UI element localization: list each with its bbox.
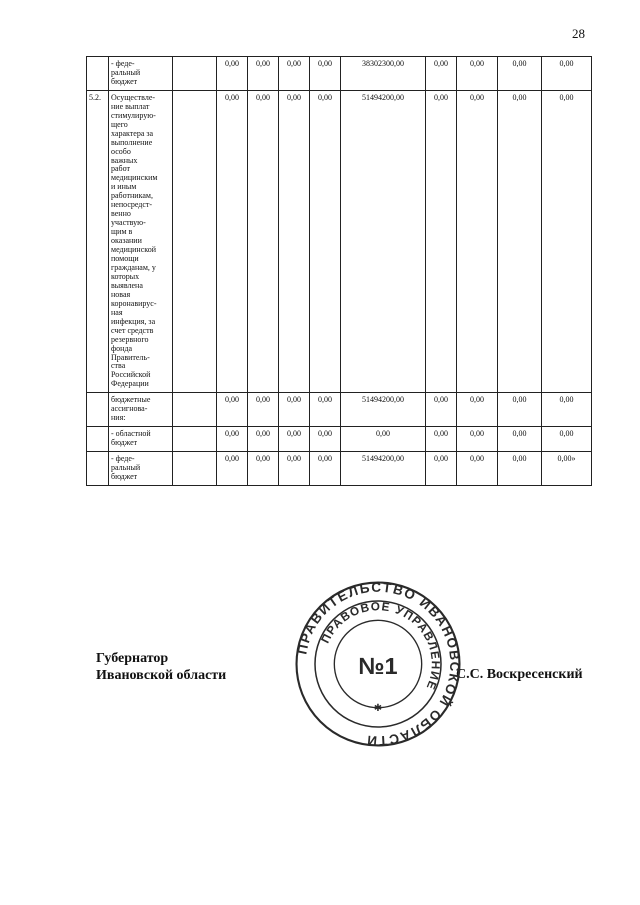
value-cell: 0,00: [426, 452, 457, 486]
value-cell: 38302300,00: [341, 57, 426, 91]
value-cell: 0,00: [457, 393, 498, 427]
value-cell: 0,00: [542, 427, 592, 452]
value-cell: 0,00: [542, 393, 592, 427]
value-cell: 51494200,00: [341, 90, 426, 392]
value-cell: 0,00: [279, 90, 310, 392]
value-cell: 0,00: [498, 57, 542, 91]
value-cell: 0,00: [279, 57, 310, 91]
value-cell: 0,00: [341, 427, 426, 452]
table-row: [87, 427, 592, 452]
value-cell: 0,00: [310, 90, 341, 392]
row-name: [109, 427, 173, 452]
page-number: 28: [572, 26, 585, 41]
seal-inner-text: ПРАВОВОЕ УПРАВЛЕНИЕ: [318, 600, 442, 693]
value-cell: 51494200,00: [341, 452, 426, 486]
value-cell: 0,00: [248, 90, 279, 392]
row-name-text: - областной бюджет: [111, 429, 151, 448]
seal-center-number: №1: [358, 653, 398, 680]
value-cell: 0,00: [248, 57, 279, 91]
value-cell: 0,00: [279, 393, 310, 427]
value-cell: 0,00: [310, 452, 341, 486]
row-name: [109, 90, 173, 392]
value-cell: 0,00: [248, 427, 279, 452]
value-cell: 0,00: [457, 427, 498, 452]
value-cell: 0,00: [217, 393, 248, 427]
value-cell: 0,00: [310, 393, 341, 427]
value-cell: 0,00: [457, 57, 498, 91]
table-row: [87, 393, 592, 427]
value-cell: [173, 57, 217, 91]
signature-title-line2: Ивановской области: [96, 667, 227, 683]
row-number: [87, 393, 109, 427]
official-seal: [294, 580, 462, 748]
value-cell: 0,00: [279, 452, 310, 486]
value-cell: 0,00: [498, 452, 542, 486]
row-name: [109, 57, 173, 91]
value-cell: 0,00: [310, 427, 341, 452]
signature-title: [96, 651, 226, 685]
row-number: [87, 427, 109, 452]
value-cell: [173, 452, 217, 486]
value-cell: [173, 427, 217, 452]
value-cell: 0,00: [279, 427, 310, 452]
seal-outer-text: ПРАВИТЕЛЬСТВО ИВАНОВСКОЙ ОБЛАСТИ: [294, 580, 462, 748]
value-cell: 0,00: [426, 57, 457, 91]
row-name-text: бюджетные ассигнова- ния:: [111, 395, 151, 423]
value-cell: 0,00: [498, 427, 542, 452]
value-cell: 0,00: [457, 90, 498, 392]
value-cell: 0,00: [457, 452, 498, 486]
signatory-name: С.С. Воскресенский: [456, 667, 583, 682]
row-name: [109, 393, 173, 427]
row-name: [109, 452, 173, 486]
row-number: [87, 57, 109, 91]
value-cell: 0,00: [498, 90, 542, 392]
row-name-text: Осуществле- ние выплат стимулирую- щего характера за выполнение особо важных работ медицинским и иным работникам, непосредст- венно участвую- щим в оказании медицинской помощи гражданам, у которых выявлена новая коронавирус- ная инфекция, за счет средств резервного фонда Правитель- ства Российской Федерации: [111, 92, 158, 389]
value-cell: 0,00: [217, 90, 248, 392]
seal-star-icon: ✱: [373, 703, 383, 715]
value-cell: 0,00: [217, 427, 248, 452]
budget-table: [86, 56, 592, 486]
signature-title-line1: Губернатор: [96, 651, 169, 666]
value-cell: 0,00: [217, 57, 248, 91]
row-name-text: - феде- ральный бюджет: [111, 59, 141, 86]
value-cell: 0,00: [217, 452, 248, 486]
value-cell: 0,00: [498, 393, 542, 427]
value-cell: 0,00»: [542, 452, 592, 486]
value-cell: 0,00: [426, 393, 457, 427]
value-cell: 0,00: [310, 57, 341, 91]
row-number: [87, 452, 109, 486]
value-cell: 0,00: [248, 452, 279, 486]
row-name-text: - феде- ральный бюджет: [111, 454, 141, 481]
table-row: [87, 90, 592, 392]
value-cell: 0,00: [542, 57, 592, 91]
value-cell: 0,00: [542, 90, 592, 392]
value-cell: [173, 393, 217, 427]
row-number: 5.2.: [87, 90, 109, 392]
table-row: [87, 452, 592, 486]
value-cell: 0,00: [426, 90, 457, 392]
value-cell: 0,00: [248, 393, 279, 427]
table-row: [87, 57, 592, 91]
value-cell: 0,00: [426, 427, 457, 452]
value-cell: [173, 90, 217, 392]
value-cell: 51494200,00: [341, 393, 426, 427]
